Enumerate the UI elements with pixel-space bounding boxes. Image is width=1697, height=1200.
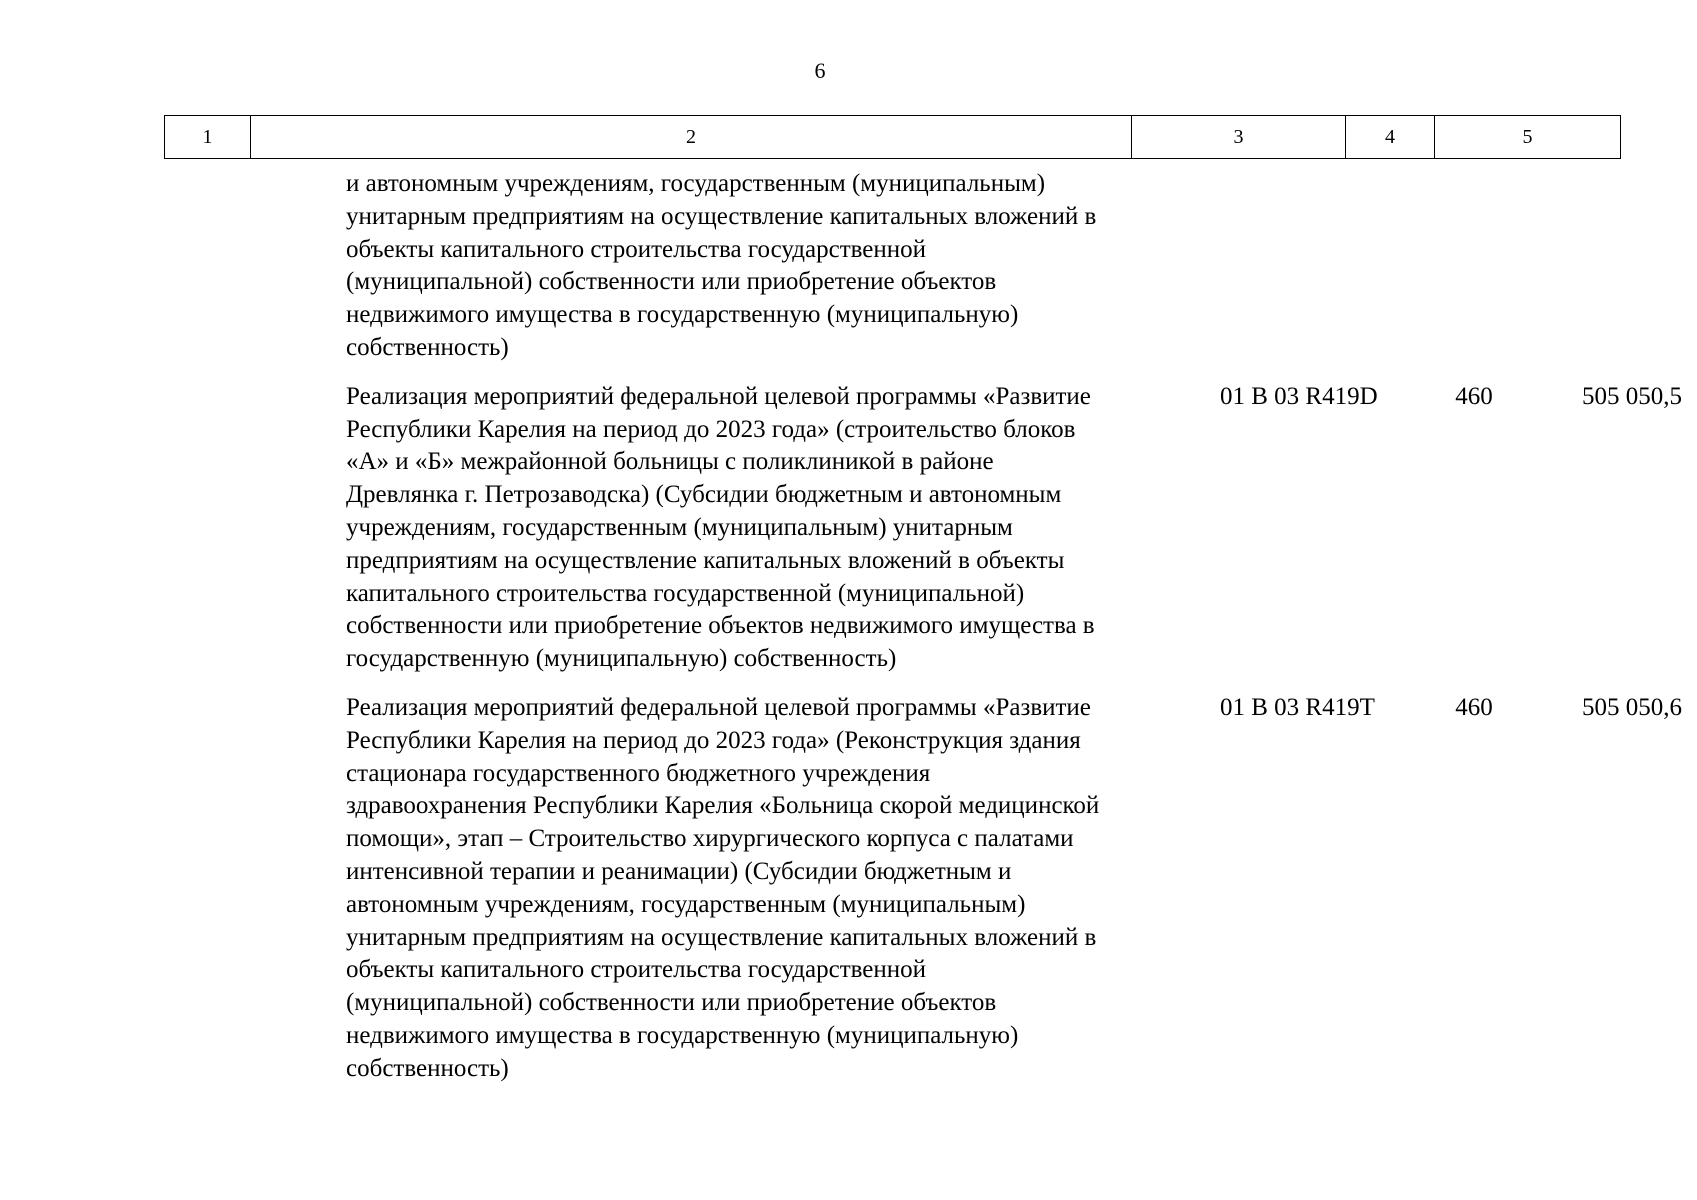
description-line: капитального строительства государственной (муниципальной) [346, 579, 1025, 607]
cell-target-code: 01 В 03 R419T [1220, 693, 1375, 721]
description-line: помощи», этап – Строительство хирургического корпуса с палатами [346, 825, 1074, 853]
description-line: собственность) [346, 1054, 509, 1082]
table-body [164, 168, 1682, 1086]
cell-amount: 505 050,6 [1582, 693, 1682, 721]
description-line: недвижимого имущества в государственную (муниципальную) [346, 301, 1019, 329]
description-line: стационара государственного бюджетного учреждения [346, 759, 931, 787]
description-line: Республики Карелия на период до 2023 года» (Реконструкция здания [346, 726, 1081, 754]
page-number: 6 [814, 58, 826, 83]
description-line: объекты капитального строительства государственной [346, 235, 927, 263]
column-header-1: 1 [165, 116, 251, 159]
cell-amount [1519, 168, 1692, 365]
description-line: унитарным предприятиям на осуществление капитальных вложений в [346, 202, 1097, 230]
description-line: учреждениям, государственным (муниципальным) унитарным [346, 513, 1013, 541]
cell-number [164, 692, 250, 1086]
cell-description [250, 168, 1212, 365]
description-line: собственности или приобретение объектов недвижимого имущества в [346, 612, 1095, 640]
cell-amount: 505 050,5 [1582, 382, 1682, 410]
description-line: Республики Карелия на период до 2023 года» (строительство блоков [346, 415, 1076, 443]
column-header-5: 5 [1435, 116, 1621, 159]
column-header-table [164, 115, 1621, 159]
table-row [164, 168, 1620, 365]
column-header-2: 2 [251, 116, 1132, 159]
description-line: автономным учреждениям, государственным (муниципальным) [346, 890, 1026, 918]
table-row [164, 692, 1682, 1086]
description-line: здравоохранения Республики Карелия «Больница скорой медицинской [346, 792, 1100, 820]
cell-expense-type [1429, 168, 1519, 365]
column-header-4: 4 [1346, 116, 1435, 159]
description-line: недвижимого имущества в государственную (муниципальную) [346, 1021, 1019, 1049]
description-line: Реализация мероприятий федеральной целевой программы «Развитие [346, 382, 1091, 410]
description-line: Древлянка г. Петрозаводска) (Субсидии бюджетным и автономным [346, 481, 1062, 509]
description-line: и автономным учреждениям, государственным (муниципальным) [346, 170, 1046, 197]
description-line: унитарным предприятиям на осуществление капитальных вложений в [346, 923, 1097, 951]
column-header-3: 3 [1132, 116, 1346, 159]
description-line: государственную (муниципальную) собственность) [346, 645, 897, 673]
description-line: (муниципальной) собственности или приобретение объектов [346, 268, 997, 296]
cell-target-code: 01 В 03 R419D [1220, 382, 1378, 410]
description-line: объекты капитального строительства государственной [346, 956, 927, 984]
description-line: собственность) [346, 333, 509, 361]
cell-description [250, 692, 1212, 1086]
description-line: предприятиям на осуществление капитальных вложений в объекты [346, 546, 1065, 574]
description-line: (муниципальной) собственности или приобретение объектов [346, 989, 997, 1017]
description-line: «А» и «Б» межрайонной больницы с поликлиникой в районе [346, 448, 994, 476]
cell-target-code [1212, 168, 1429, 365]
description-line: интенсивной терапии и реанимации) (Субсидии бюджетным и [346, 857, 1012, 885]
cell-expense-type: 460 [1455, 693, 1493, 721]
description-line: Реализация мероприятий федеральной целевой программы «Развитие [346, 693, 1091, 721]
column-header-row [165, 116, 1621, 159]
cell-number [164, 168, 250, 365]
cell-number [164, 381, 250, 676]
cell-expense-type: 460 [1455, 382, 1493, 410]
table-row [164, 381, 1682, 676]
cell-description [250, 381, 1212, 676]
